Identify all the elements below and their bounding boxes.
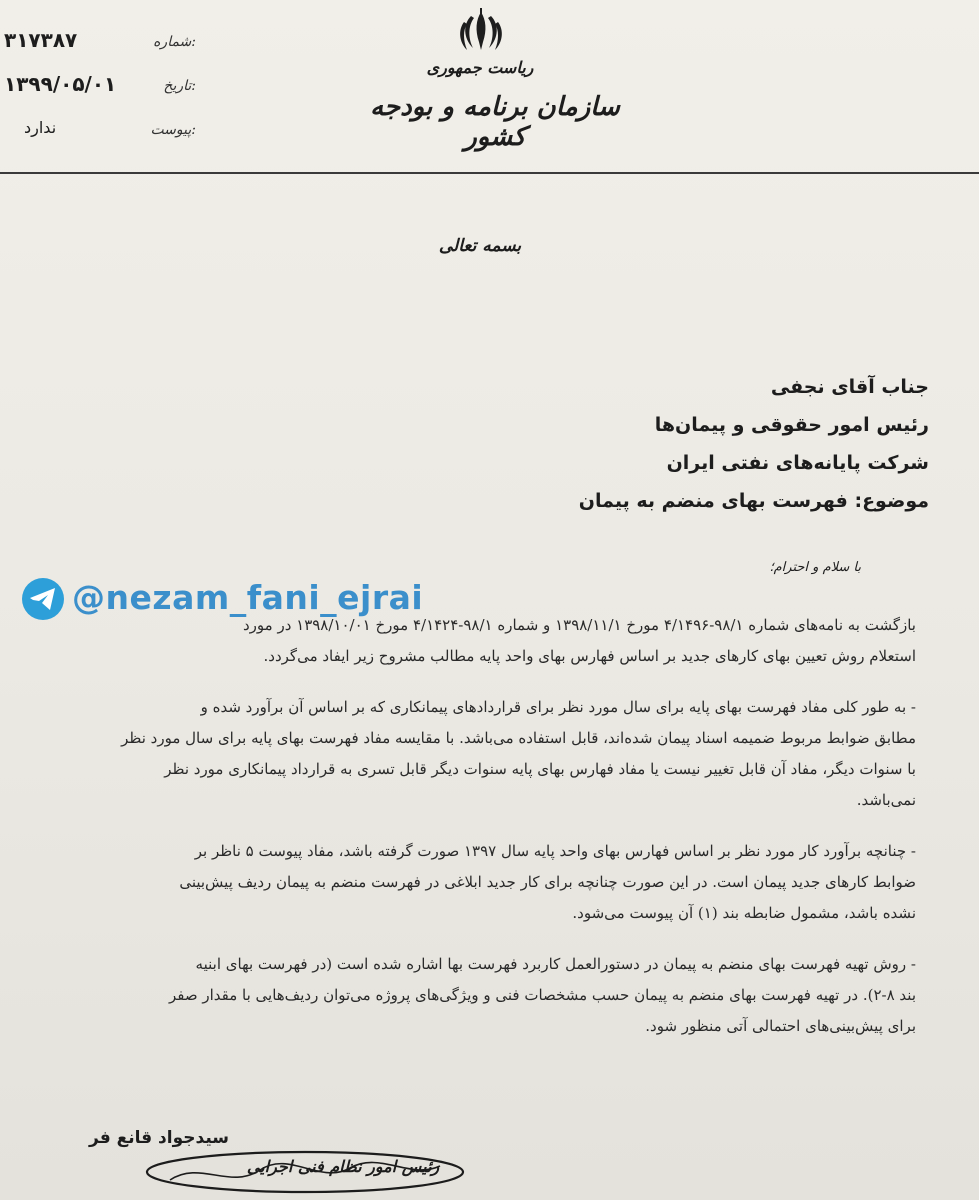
letter-date-label: تاریخ: [163,78,196,94]
letter-attachment: ندارد [24,118,57,137]
body-line: ضوابط کارهای جدید پیمان است. در این صورت چنانچه برای کار جدید ابلاغی در فهرست منضم به پیمان ردیف پیش‌بینی [179,873,916,891]
iran-emblem-icon [453,8,509,54]
letter-attachment-label: پیوست: [150,122,196,138]
body-line: - چنانچه برآورد کار مورد نظر بر اساس فهارس بهای واحد پایه سال ۱۳۹۷ صورت گرفته باشد، مفاد پیوست ۵ ناظر بر [194,842,916,860]
body-line: بند ۸-۲). در تهیه فهرست بهای منضم به پیمان حسب مشخصات فنی و ویژگی‌های پروژه می‌توان ردیف‌هایی با مقدار صفر [168,986,916,1004]
body-line: مطابق ضوابط مربوط ضمیمه اسناد پیمان شده‌اند، قابل استفاده می‌باشد. با مقایسه مفاد فهرست بهای پایه برای سال مورد نظر [121,729,916,747]
presidency-title: ریاست جمهوری [426,58,534,77]
letter-number-label: شماره: [153,34,196,50]
header-divider [0,172,979,174]
telegram-icon [22,578,64,620]
greeting: با سلام و احترام؛ [769,560,861,575]
letter-number: ۳۱۷۳۸۷ [4,28,78,52]
meta-date-row [0,72,210,116]
body-paragraph-1 [48,610,916,672]
body-line: بازگشت به نامه‌های شماره ۹۸/۱-۴/۱۴۹۶ مورخ ۱۳۹۸/۱۱/۱ و شماره ۹۸/۱-۴/۱۴۲۴ مورخ ۱۳۹۸/۱۰/۰۱ در مورد [242,616,916,634]
body-line: برای پیش‌بینی‌های احتمالی آتی منظور شود. [645,1017,916,1035]
meta-attachment-row [0,116,210,160]
signatory-title: رئیس امور نظام فنی اجرایی [246,1157,440,1176]
recipient-block [409,368,929,520]
signatory-name: سیدجواد قانع فر [89,1128,229,1148]
watermark-handle: @nezam_fani_ejrai [72,578,424,617]
letter-meta [0,28,210,160]
recipient-company: شرکت پایانه‌های نفتی ایران [666,452,929,474]
body-paragraph-4 [48,949,916,1042]
body-paragraph-2 [48,692,916,816]
body-line: - به طور کلی مفاد فهرست بهای پایه برای سال مورد نظر برای قراردادهای پیمانکاری که بر اساس آن برآورد شده و [200,698,916,716]
body-paragraph-3 [48,836,916,929]
bismillah-heading: بسمه تعالی [438,236,522,256]
body-line: نشده باشد، مشمول ضابطه بند (۱) آن پیوست می‌شود. [572,904,916,922]
body-line: استعلام روش تعیین بهای کارهای جدید بر اساس فهارس بهای واحد پایه مطالب مشروح زیر ایفاد می‌گردد. [263,647,916,665]
letter-subject: موضوع: فهرست بهای منضم به پیمان [578,490,929,512]
letter-body [48,610,916,1042]
meta-number-row [0,28,210,72]
recipient-name: جناب آقای نجفی [770,376,929,398]
body-line: - روش تهیه فهرست بهای منضم به پیمان در دستورالعمل کاربرد فهرست بها اشاره شده است (در فهرست بهای ابنیه [195,955,916,973]
body-line: با سنوات دیگر، مفاد آن قابل تغییر نیست یا مفاد فهارس بهای پایه سنوات دیگر قابل تسری به قرارداد پیمانکاری مورد نظر [164,760,916,778]
body-line: نمی‌باشد. [856,791,916,809]
letter-date: ۱۳۹۹/۰۵/۰۱ [4,72,117,96]
organization-title: سازمان برنامه و بودجه کشور [370,92,620,152]
recipient-position: رئیس امور حقوقی و پیمان‌ها [654,414,929,436]
